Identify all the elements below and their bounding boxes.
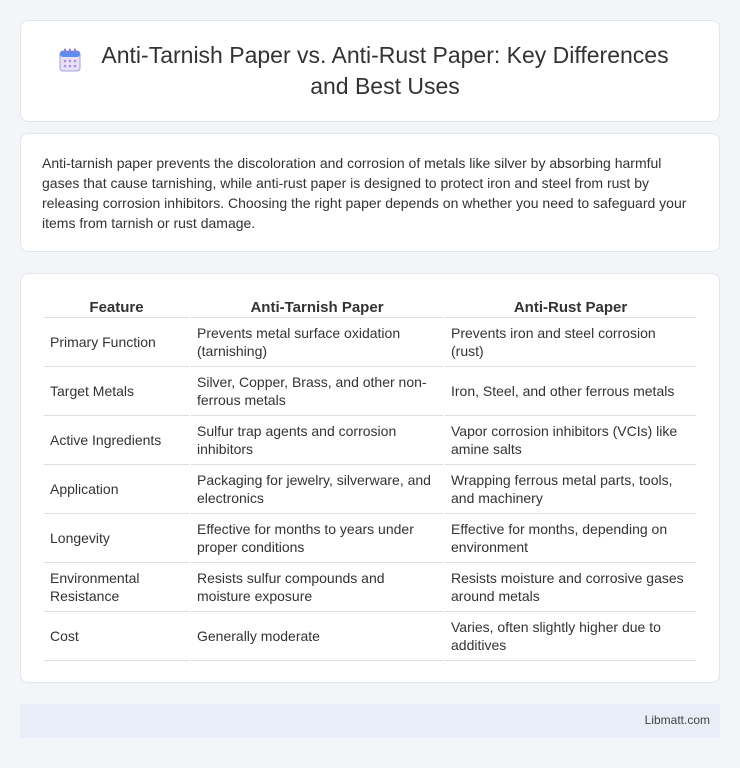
intro-paragraph: Anti-tarnish paper prevents the discoloration and corrosion of metals like silver by absorbing harmful gases that cause tarnishing, while anti-rust paper is designed to protect iron and steel from rust by releasing corrosion inhibitors. Choosing the right paper depends on whether you need to safeguard your items from tarnish or rust damage. [42, 155, 687, 231]
anti-tarnish-cell: Prevents metal surface oxidation (tarnishing) [191, 318, 443, 367]
anti-tarnish-cell: Resists sulfur compounds and moisture exposure [191, 563, 443, 612]
intro-card [20, 133, 720, 252]
header-anti-tarnish: Anti-Tarnish Paper [191, 296, 443, 318]
table-row [44, 465, 696, 514]
anti-rust-cell: Vapor corrosion inhibitors (VCIs) like amine salts [445, 416, 696, 465]
anti-tarnish-cell: Sulfur trap agents and corrosion inhibitors [191, 416, 443, 465]
table-row [44, 367, 696, 416]
anti-tarnish-cell: Effective for months to years under proper conditions [191, 514, 443, 563]
anti-rust-cell: Effective for months, depending on environment [445, 514, 696, 563]
feature-cell: Target Metals [44, 367, 189, 416]
footer [20, 704, 720, 738]
table-row [44, 514, 696, 563]
table-row [44, 612, 696, 661]
title-card [20, 20, 720, 122]
page-title: Anti-Tarnish Paper vs. Anti-Rust Paper: Key Differences and Best Uses [101, 42, 669, 99]
table-row [44, 563, 696, 612]
comparison-card [20, 273, 720, 683]
feature-cell: Primary Function [44, 318, 189, 367]
table-row [44, 318, 696, 367]
table-header-row [44, 296, 696, 318]
anti-rust-cell: Prevents iron and steel corrosion (rust) [445, 318, 696, 367]
header-anti-rust: Anti-Rust Paper [445, 296, 696, 318]
anti-tarnish-cell: Packaging for jewelry, silverware, and electronics [191, 465, 443, 514]
header-feature: Feature [44, 296, 189, 318]
comparison-table [42, 296, 698, 661]
feature-cell: Active Ingredients [44, 416, 189, 465]
anti-tarnish-cell: Silver, Copper, Brass, and other non-ferrous metals [191, 367, 443, 416]
feature-cell: Longevity [44, 514, 189, 563]
table-row [44, 416, 696, 465]
anti-rust-cell: Wrapping ferrous metal parts, tools, and machinery [445, 465, 696, 514]
anti-rust-cell: Varies, often slightly higher due to additives [445, 612, 696, 661]
anti-rust-cell: Resists moisture and corrosive gases around metals [445, 563, 696, 612]
feature-cell: Application [44, 465, 189, 514]
feature-cell: Environmental Resistance [44, 563, 189, 612]
anti-tarnish-cell: Generally moderate [191, 612, 443, 661]
footer-site-link[interactable]: Libmatt.com [644, 713, 710, 727]
feature-cell: Cost [44, 612, 189, 661]
anti-rust-cell: Iron, Steel, and other ferrous metals [445, 367, 696, 416]
